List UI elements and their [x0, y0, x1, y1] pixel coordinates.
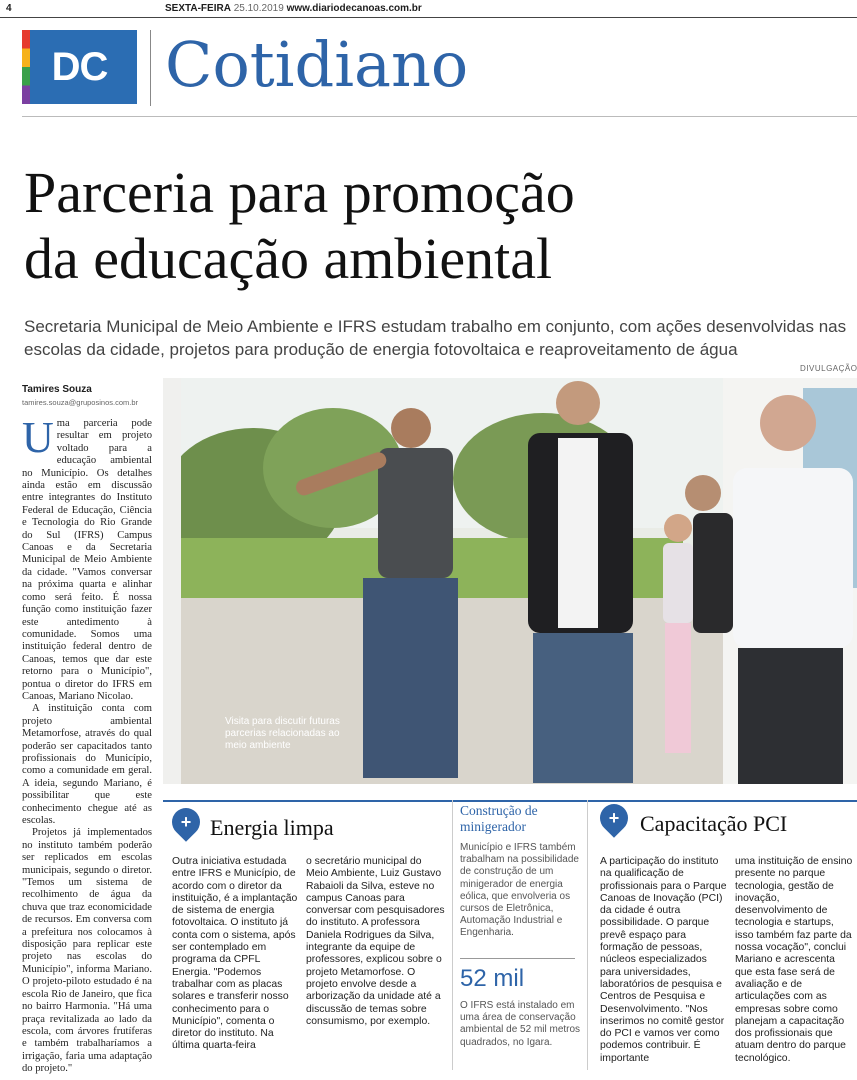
- headline-line-1: Parceria para promoção: [24, 160, 575, 225]
- pin-icon: [172, 808, 200, 836]
- capacitacao-col-1: A participação do instituto na qualificação de profissionais para o Parque Canoas de Inovação (PCI) da cidade é outra possibilidade. O parque prevê espaço para formação de pessoas, núcleos especializados para universidades, laboratórios de pesquisa e Centros de Pesquisa e Desenvolvimento. "Nos inserimos no comitê gestor do PCI e vamos ver como podemos contribuir. É importante: [600, 856, 727, 1064]
- dateline: [165, 3, 422, 14]
- stat-body: O IFRS está instalado em uma área de conservação ambiental de 52 mil metros quadrados, no Igara.: [460, 1000, 581, 1048]
- column-divider: [587, 800, 588, 1070]
- energia-col-2: o secretário municipal do Meio Ambiente, Luiz Gustavo Rabaioli da Silva, esteve no campus Canoas para conversar com pesquisadores do instituto. A professora Daniela Rodrigues da Silva, integrante da equipe de professores, explicou sobre o projeto Metamorfose. O projeto envolve desde a arborização da unidade até a discussão de temas sobre consumismo, por exemplo.: [306, 856, 445, 1027]
- author-name: Tamires Souza: [22, 384, 92, 395]
- author-email[interactable]: tamires.souza@gruposinos.com.br: [22, 398, 138, 407]
- page-number: 4: [6, 3, 12, 14]
- logo-color-strip: [22, 30, 30, 104]
- paragraph: Projetos já implementados no instituto também poderão ser replicados em escolas municipais, segundo o diretor. "Temos um sistema de recolhimento de água da chuva que traz economicidade de recursos. Em conversa com a prefeitura nos colocamos à disposição para replicar este projeto nas escolas do Município", informa Mariano. O projeto-piloto estudado é na escola Rio de Janeiro, que fica no bairro Harmonia. "Há uma praça revitalizada ao lado da escola, com árvores frutíferas e também trabalharíamos a irrigação, faria uma adaptação do projeto.": [22, 827, 152, 1075]
- box-title-minigerador: Construção de minigerador: [460, 803, 538, 834]
- photo-credit: DIVULGAÇÃO: [800, 364, 857, 373]
- minigerador-rule: [460, 958, 575, 959]
- column-divider: [452, 800, 453, 1070]
- top-rule: [0, 17, 857, 18]
- site-url[interactable]: www.diariodecanoas.com.br: [286, 3, 422, 14]
- paragraph: [22, 413, 152, 703]
- box-title-capacitacao: Capacitação PCI: [640, 811, 788, 836]
- article-body: [22, 413, 152, 1076]
- issue-date: 25.10.2019: [233, 3, 284, 14]
- headline: [24, 160, 844, 292]
- capacitacao-col-2: uma instituição de ensino presente no parque tecnologia, gestão de inovação, desenvolvimento de tecnologia e startups, isso também faz parte da nossa vocação", conclui Mariano e acrescenta que esta fase será de avaliação e de articulações com as empresas sobre como planejam a capacitação dos profissionais que atuam dentro do parque tecnológico.: [735, 856, 853, 1064]
- drop-cap: U: [22, 413, 54, 462]
- box-title-energia: Energia limpa: [210, 815, 334, 840]
- energia-col-1: Outra iniciativa estudada entre IFRS e Município, de acordo com o diretor da instituição, é a implantação de sistema de energia fotovoltaica. O instituto já conta com o sistema, após ser contemplado em programa da CPFL Energia. "Podemos trabalhar com as placas solares e transferir nosso conhecimento para o Município", comenta o diretor do instituto. Na última quarta-feira: [172, 856, 298, 1052]
- paragraph-text: ma parceria pode resultar em projeto voltado para a educação ambiental no Município. Os detalhes ainda estão em discussão entre integrantes do Instituto Federal de Educação, Ciência e Tecnologia do Rio Grande do Sul (IFRS) Campus Canoas e da Secretaria Municipal de Meio Ambiente da cidade. "Vamos conversar na próxima quarta e alinhar como será feito. É nossa função como instituição fazer este antedimento à comunidade. Somos uma instituição federal dentro de Canoas, temos que dar este retorno para o Município", pontua o diretor do IFRS em Canoas, Mariano Nicolao.: [22, 418, 152, 702]
- weekday: SEXTA-FEIRA: [165, 3, 231, 14]
- stat-number: 52 mil: [460, 965, 525, 992]
- subheadline: Secretaria Municipal de Meio Ambiente e IFRS estudam trabalho em conjunto, com ações desenvolvidas nas escolas da cidade, projetos para produção de energia fotovoltaica e reaproveitamento de água: [24, 317, 847, 359]
- plus-icon: +: [180, 811, 192, 832]
- pin-icon: [600, 804, 628, 832]
- dc-logo: [22, 30, 137, 104]
- plus-icon: +: [608, 807, 620, 828]
- logo-text: DC: [51, 44, 108, 89]
- headline-line-2: da educação ambiental: [24, 226, 553, 291]
- boxes-top-rule: [163, 800, 857, 802]
- header-divider: [150, 30, 151, 106]
- photo-caption: Visita para discutir futuras parcerias relacionadas ao meio ambiente: [225, 716, 340, 751]
- header-rule: [22, 116, 857, 117]
- minigerador-body: Município e IFRS também trabalham na possibilidade de construção de um minigerador de energia eólica, que envolveria os cursos de Eletrônica, Automação Industrial e Engenharia.: [460, 842, 579, 939]
- paragraph: A instituição conta com projeto ambiental Metamorfose, através do qual poderão ser capacitados tanto profissionais do Município, como a comunidade em geral. A ideia, segundo Mariano, é possibilitar que este conhecimento chegue até as escolas.: [22, 703, 152, 826]
- section-title: Cotidiano: [165, 28, 469, 101]
